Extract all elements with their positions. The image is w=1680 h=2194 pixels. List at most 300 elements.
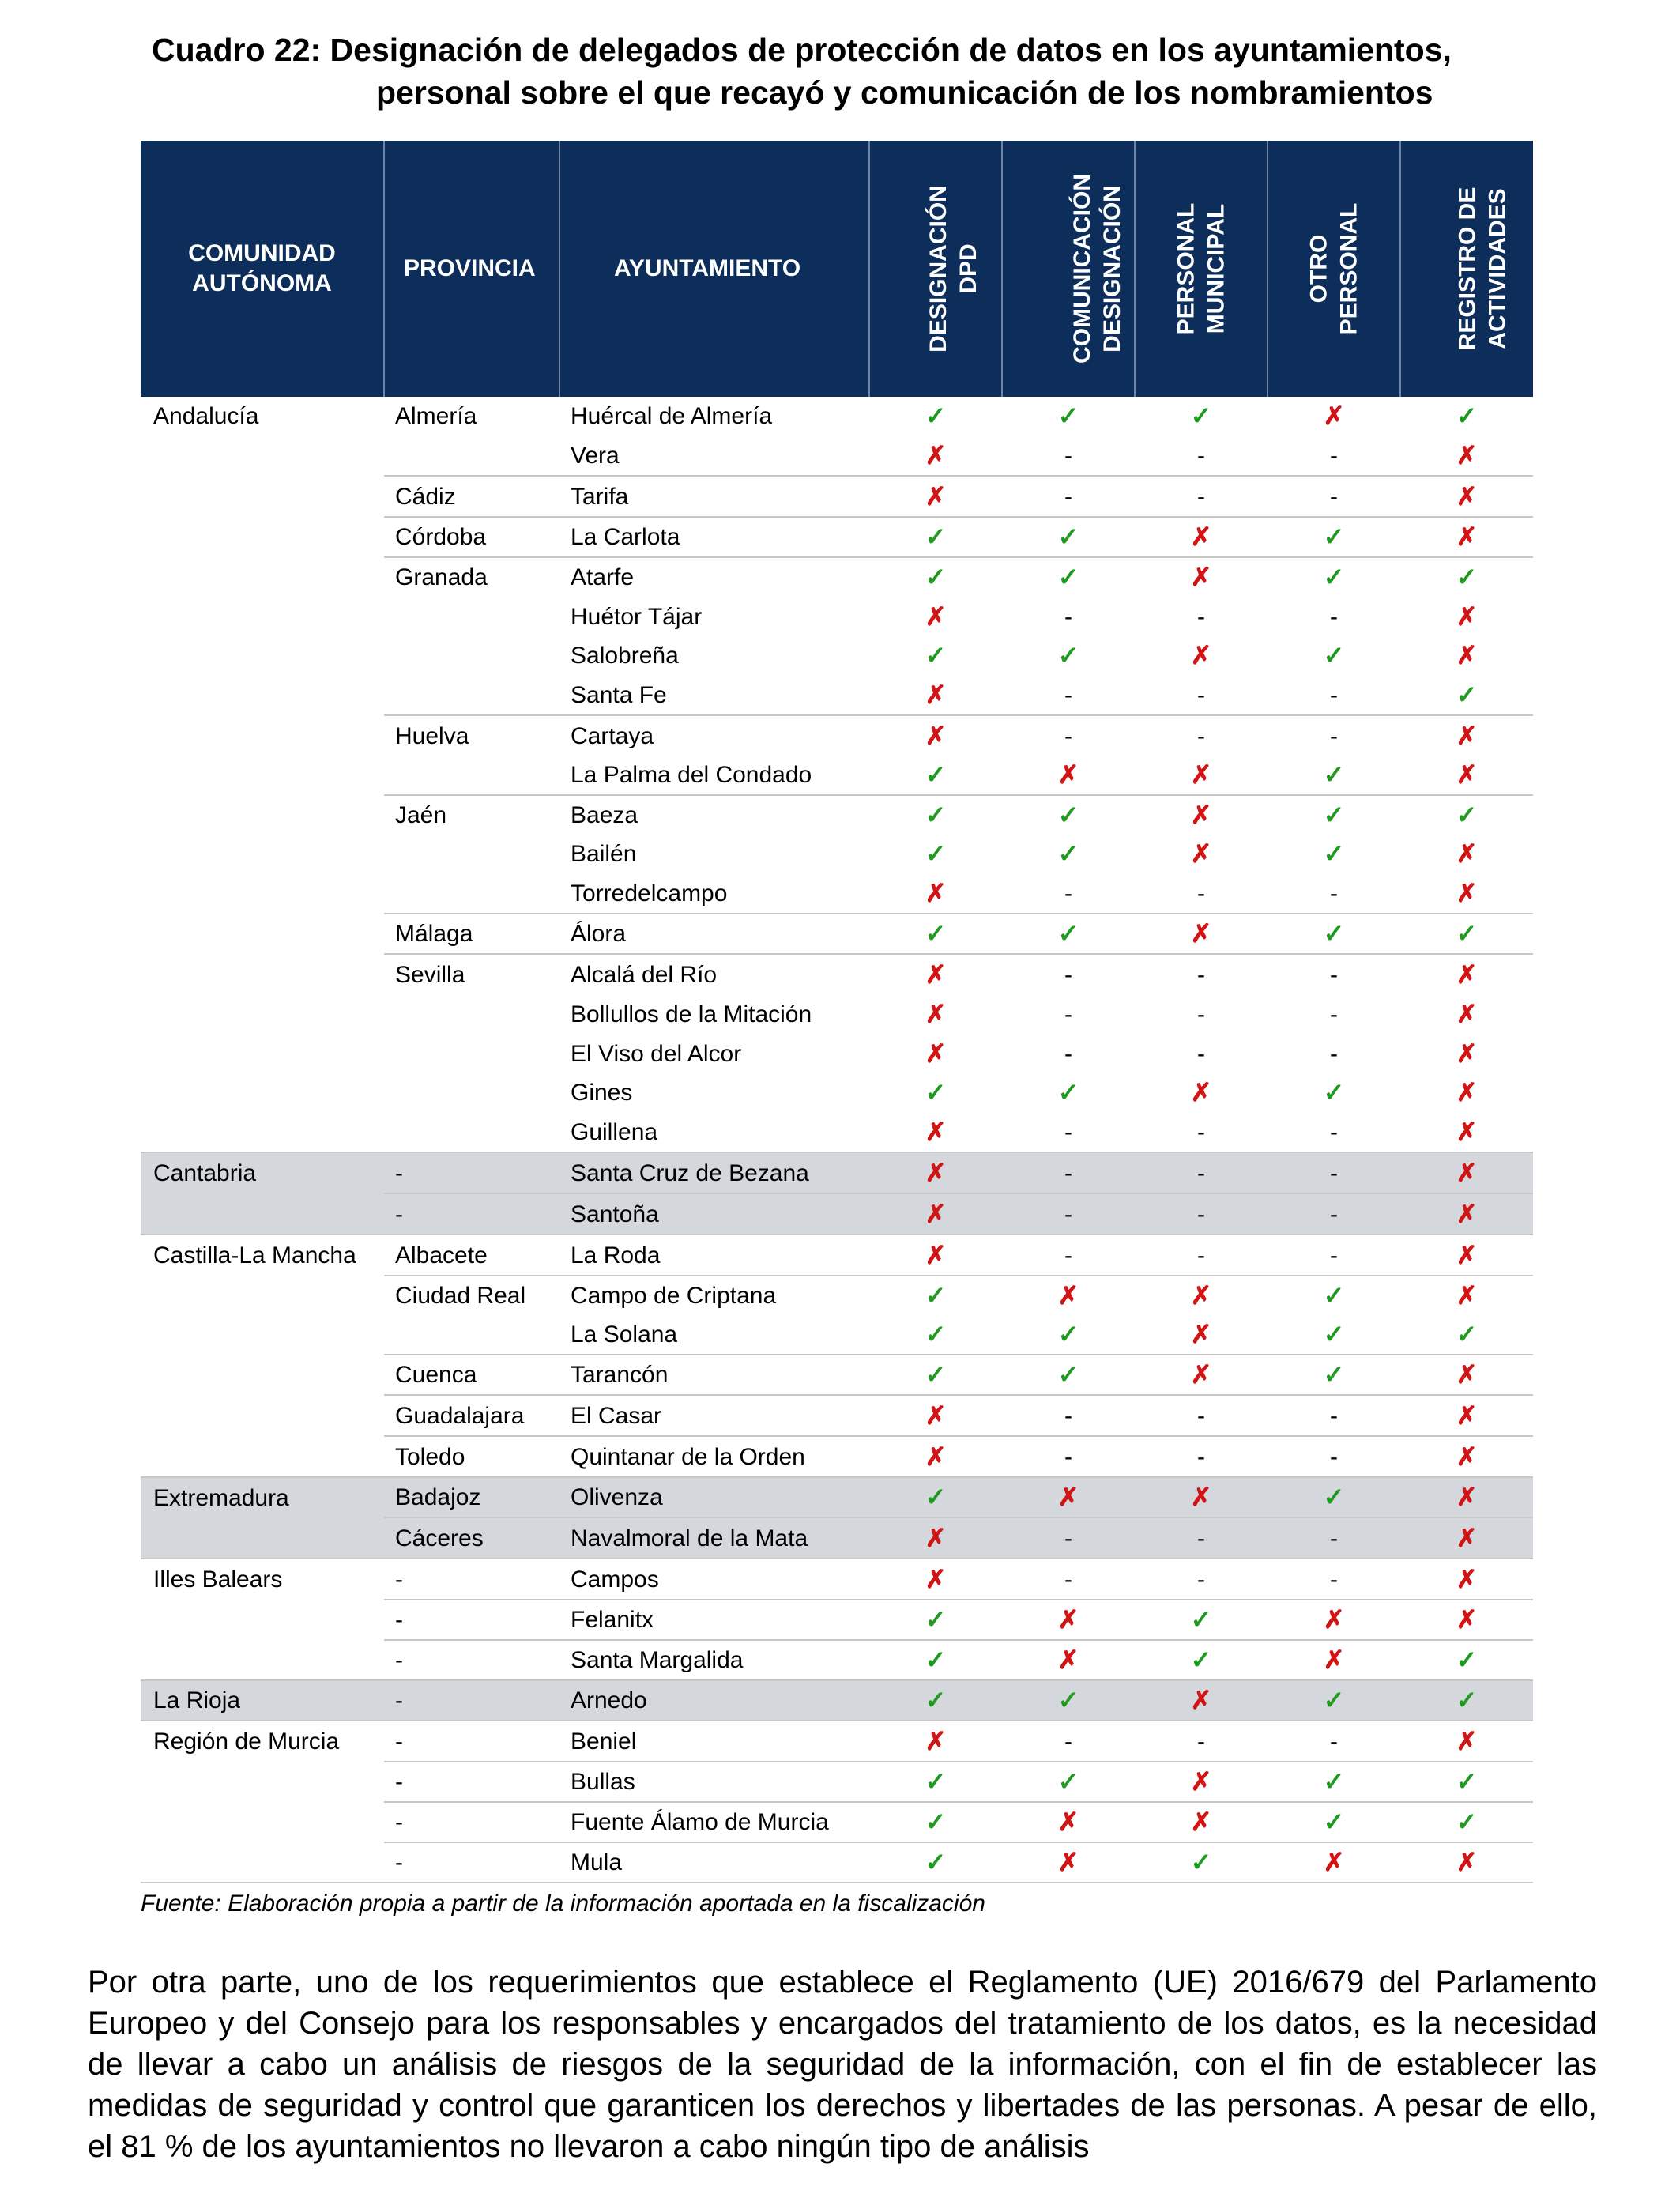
cell-ayuntamiento: Felanitx <box>559 1600 869 1640</box>
dash-mark: - <box>1197 1444 1205 1470</box>
table-row <box>141 1193 1533 1235</box>
table-row <box>141 1355 1533 1395</box>
check-icon: ✓ <box>1456 1646 1478 1674</box>
dash-mark: - <box>1064 1444 1072 1470</box>
cell-provincia: - <box>384 1600 559 1640</box>
check-icon: ✓ <box>925 1848 947 1876</box>
cell-designacion <box>869 636 1002 675</box>
cell-personal-municipal <box>1135 1559 1268 1600</box>
cross-icon: ✗ <box>925 1564 947 1593</box>
cross-icon: ✗ <box>1323 1848 1345 1876</box>
cell-designacion <box>869 1034 1002 1073</box>
cell-comunicacion <box>1002 636 1135 675</box>
cell-comunicacion <box>1002 675 1135 715</box>
cell-comunicacion <box>1002 1112 1135 1152</box>
table-row <box>141 517 1533 557</box>
check-icon: ✓ <box>1190 401 1212 430</box>
table-source-note: Fuente: Elaboración propia a partir de la información aportada en la fiscalización <box>141 1891 985 1917</box>
cell-registro <box>1400 1680 1533 1721</box>
cell-otro-personal <box>1268 1152 1400 1193</box>
dash-mark: - <box>1330 1001 1338 1027</box>
table-row <box>141 1559 1533 1600</box>
check-icon: ✓ <box>1323 1320 1345 1348</box>
cross-icon: ✗ <box>1456 1158 1478 1187</box>
cell-comunidad <box>141 835 384 873</box>
check-icon: ✓ <box>1323 801 1345 829</box>
cell-ayuntamiento: Navalmoral de la Mata <box>559 1517 869 1559</box>
cell-comunidad <box>141 1193 384 1235</box>
dash-mark: - <box>1064 1403 1072 1429</box>
dash-mark: - <box>1064 443 1072 469</box>
cell-provincia: Badajoz <box>384 1477 559 1517</box>
cell-ayuntamiento: Salobreña <box>571 643 679 669</box>
check-icon: ✓ <box>925 839 947 868</box>
cell-provincia: Guadalajara <box>384 1395 559 1436</box>
cell-designacion <box>869 1193 1002 1235</box>
check-icon: ✓ <box>1190 1848 1212 1876</box>
cell-personal-municipal <box>1135 397 1268 435</box>
table-row <box>141 1315 1533 1355</box>
cell-comunicacion <box>1002 914 1135 954</box>
table-row <box>141 636 1533 675</box>
cell-comunicacion <box>1002 756 1135 795</box>
table-row <box>141 994 1533 1034</box>
cell-comunicacion <box>1002 1276 1135 1315</box>
cell-provincia: - <box>384 1193 559 1235</box>
dash-mark: - <box>1197 1201 1205 1227</box>
cell-ayuntamiento: Santa Cruz de Bezana <box>559 1152 869 1193</box>
table-row <box>141 1034 1533 1073</box>
cell-comunidad <box>141 1600 384 1640</box>
cross-icon: ✗ <box>925 440 947 469</box>
cell-provincia <box>384 435 559 476</box>
cell-comunidad <box>141 636 384 675</box>
check-icon: ✓ <box>1057 522 1079 551</box>
cell-ayuntamiento: Tarifa <box>559 476 869 517</box>
cross-icon: ✗ <box>925 959 947 989</box>
dash-mark: - <box>1330 1242 1338 1269</box>
cell-provincia <box>384 675 559 715</box>
check-icon: ✓ <box>1057 1360 1079 1389</box>
cross-icon: ✗ <box>1456 440 1478 469</box>
cross-icon: ✗ <box>1190 839 1212 868</box>
cross-icon: ✗ <box>1456 522 1478 551</box>
cross-icon: ✗ <box>1190 919 1212 948</box>
dash-mark: - <box>1197 682 1205 708</box>
cell-registro <box>1400 1193 1533 1235</box>
table-row <box>141 954 1533 994</box>
table-row <box>141 1235 1533 1276</box>
cell-otro-personal <box>1268 636 1400 675</box>
cell-designacion <box>869 397 1002 435</box>
cell-personal-municipal <box>1135 517 1268 557</box>
cross-icon: ✗ <box>1190 1767 1212 1796</box>
cross-icon: ✗ <box>1456 1400 1478 1430</box>
table-row <box>141 1073 1533 1112</box>
cell-ayuntamiento: Guillena <box>571 1118 658 1145</box>
check-icon: ✓ <box>1456 1767 1478 1796</box>
cell-designacion <box>869 476 1002 517</box>
dash-mark: - <box>1330 484 1338 510</box>
dash-mark: - <box>1330 880 1338 907</box>
cell-ayuntamiento: Campos <box>559 1559 869 1600</box>
cell-personal-municipal <box>1135 1034 1268 1073</box>
header-ayuntamiento: AYUNTAMIENTO <box>559 141 869 397</box>
cell-comunicacion <box>1002 835 1135 873</box>
check-icon: ✓ <box>925 1686 947 1714</box>
cell-personal-municipal <box>1135 675 1268 715</box>
cell-otro-personal <box>1268 795 1400 835</box>
cell-designacion <box>869 1355 1002 1395</box>
table-row <box>141 1802 1533 1842</box>
cross-icon: ✗ <box>925 878 947 907</box>
body-paragraph: Por otra parte, uno de los requerimientos que establece el Reglamento (UE) 2016/679 del Parlamento Europeo y del Consejo para los responsables y encargados del tratamiento de los datos, es la necesidad de llevar a cabo un análisis de riesgos de la seguridad de la información, con el fin de establecer las medidas de seguridad y control que garanticen los derechos y libertades de las personas. A pesar de ello, el 81 % de los ayuntamientos no llevaron a cabo ningún tipo de análisis <box>88 1965 1597 2164</box>
cell-provincia <box>384 1073 559 1112</box>
cell-personal-municipal <box>1135 1152 1268 1193</box>
cell-registro <box>1400 756 1533 795</box>
cross-icon: ✗ <box>1057 760 1079 789</box>
cell-comunicacion <box>1002 1559 1135 1600</box>
check-icon: ✓ <box>925 919 947 948</box>
cell-comunicacion <box>1002 1073 1135 1112</box>
check-icon: ✓ <box>1323 919 1345 948</box>
cell-designacion <box>869 435 1002 476</box>
check-icon: ✓ <box>1323 1686 1345 1714</box>
cell-provincia <box>384 873 559 914</box>
cell-comunicacion <box>1002 1680 1135 1721</box>
cell-registro <box>1400 1073 1533 1112</box>
cell-ayuntamiento: Mula <box>559 1842 869 1883</box>
cell-designacion <box>869 1395 1002 1436</box>
cell-comunidad <box>141 914 384 954</box>
cell-otro-personal <box>1268 1680 1400 1721</box>
cell-registro <box>1400 1315 1533 1355</box>
cell-personal-municipal <box>1135 1477 1268 1517</box>
cell-registro <box>1400 517 1533 557</box>
cell-otro-personal <box>1268 1073 1400 1112</box>
cell-otro-personal <box>1268 715 1400 756</box>
dash-mark: - <box>1064 880 1072 907</box>
cell-provincia: - <box>384 1680 559 1721</box>
cell-personal-municipal <box>1135 1600 1268 1640</box>
check-icon: ✓ <box>925 563 947 591</box>
cell-designacion <box>869 1559 1002 1600</box>
check-icon: ✓ <box>1456 401 1478 430</box>
table-row <box>141 1152 1533 1193</box>
cell-provincia: - <box>384 1762 559 1802</box>
check-icon: ✓ <box>1323 760 1345 789</box>
cell-provincia: Cuenca <box>384 1355 559 1395</box>
cell-ayuntamiento: Santa Margalida <box>559 1640 869 1680</box>
table-row <box>141 1436 1533 1477</box>
cell-provincia <box>384 597 559 636</box>
cell-registro <box>1400 994 1533 1034</box>
cell-registro <box>1400 715 1533 756</box>
cell-otro-personal <box>1268 835 1400 873</box>
cell-designacion <box>869 1721 1002 1762</box>
cell-provincia: - <box>384 1640 559 1680</box>
cell-comunicacion <box>1002 476 1135 517</box>
cross-icon: ✗ <box>1190 563 1212 591</box>
cell-designacion <box>869 1276 1002 1315</box>
cell-comunidad <box>141 1762 384 1802</box>
dash-mark: - <box>1197 1525 1205 1551</box>
cross-icon: ✗ <box>1456 1240 1478 1269</box>
cell-ayuntamiento: Gines <box>571 1080 633 1106</box>
cross-icon: ✗ <box>1190 801 1212 829</box>
cell-comunicacion <box>1002 1477 1135 1517</box>
cell-ayuntamiento: Cartaya <box>559 715 869 756</box>
cell-personal-municipal <box>1135 636 1268 675</box>
cell-personal-municipal <box>1135 954 1268 994</box>
cell-ayuntamiento: Bullas <box>559 1762 869 1802</box>
check-icon: ✓ <box>1456 919 1478 948</box>
cell-designacion <box>869 597 1002 636</box>
cross-icon: ✗ <box>925 1523 947 1552</box>
cell-provincia: - <box>384 1842 559 1883</box>
check-icon: ✓ <box>1323 1767 1345 1796</box>
cell-ayuntamiento: Quintanar de la Orden <box>559 1436 869 1477</box>
cell-provincia: Granada <box>384 557 559 597</box>
cell-registro <box>1400 1802 1533 1842</box>
cell-provincia: - <box>384 1559 559 1600</box>
dash-mark: - <box>1330 723 1338 749</box>
dash-mark: - <box>1197 1160 1205 1186</box>
cross-icon: ✗ <box>925 721 947 750</box>
check-icon: ✓ <box>1057 801 1079 829</box>
cross-icon: ✗ <box>1190 522 1212 551</box>
cell-provincia: - <box>384 1721 559 1762</box>
table-row <box>141 795 1533 835</box>
cell-provincia: Cádiz <box>384 476 559 517</box>
cell-personal-municipal <box>1135 1802 1268 1842</box>
cross-icon: ✗ <box>1190 1281 1212 1310</box>
cell-otro-personal <box>1268 597 1400 636</box>
check-icon: ✓ <box>1456 563 1478 591</box>
cell-personal-municipal <box>1135 835 1268 873</box>
cell-otro-personal <box>1268 1395 1400 1436</box>
cross-icon: ✗ <box>925 601 947 631</box>
cell-comunidad: Castilla-La Mancha <box>141 1235 384 1276</box>
table-row <box>141 1112 1533 1152</box>
cross-icon: ✗ <box>1456 1605 1478 1634</box>
cell-personal-municipal <box>1135 557 1268 597</box>
cross-icon: ✗ <box>925 1240 947 1269</box>
cell-personal-municipal <box>1135 1112 1268 1152</box>
check-icon: ✓ <box>925 641 947 669</box>
table-row <box>141 756 1533 795</box>
cross-icon: ✗ <box>1057 1808 1079 1836</box>
cross-icon: ✗ <box>925 680 947 709</box>
table-row <box>141 1477 1533 1517</box>
cross-icon: ✗ <box>1057 1848 1079 1876</box>
dash-mark: - <box>1330 443 1338 469</box>
cell-comunidad <box>141 476 384 517</box>
check-icon: ✓ <box>1456 1808 1478 1836</box>
cell-comunidad <box>141 1802 384 1842</box>
table-row <box>141 397 1533 435</box>
cross-icon: ✗ <box>1456 641 1478 669</box>
cell-comunicacion <box>1002 1436 1135 1477</box>
cell-personal-municipal <box>1135 914 1268 954</box>
header-otro-personal: OTRO PERSONAL <box>1268 141 1400 397</box>
cross-icon: ✗ <box>925 999 947 1028</box>
cell-comunidad <box>141 1073 384 1112</box>
dash-mark: - <box>1330 962 1338 988</box>
cell-designacion <box>869 1073 1002 1112</box>
cell-registro <box>1400 1559 1533 1600</box>
cell-ayuntamiento: Baeza <box>559 795 869 835</box>
cell-designacion <box>869 873 1002 914</box>
dash-mark: - <box>1197 443 1205 469</box>
cell-comunicacion <box>1002 1034 1135 1073</box>
dash-mark: - <box>1064 682 1072 708</box>
cell-ayuntamiento: Santoña <box>559 1193 869 1235</box>
cell-otro-personal <box>1268 1276 1400 1315</box>
dash-mark: - <box>1197 1403 1205 1429</box>
check-icon: ✓ <box>1057 1767 1079 1796</box>
cross-icon: ✗ <box>1456 601 1478 631</box>
cell-otro-personal <box>1268 1640 1400 1680</box>
cell-provincia: Málaga <box>384 914 559 954</box>
cross-icon: ✗ <box>1456 839 1478 868</box>
cell-comunidad <box>141 517 384 557</box>
cross-icon: ✗ <box>1456 999 1478 1028</box>
check-icon: ✓ <box>1190 1605 1212 1634</box>
cell-registro <box>1400 435 1533 476</box>
cell-comunicacion <box>1002 795 1135 835</box>
check-icon: ✓ <box>1323 1483 1345 1511</box>
cell-comunidad <box>141 756 384 795</box>
check-icon: ✓ <box>1190 1646 1212 1674</box>
cell-personal-municipal <box>1135 756 1268 795</box>
cell-registro <box>1400 835 1533 873</box>
check-icon: ✓ <box>925 1360 947 1389</box>
cell-registro <box>1400 1152 1533 1193</box>
cell-registro <box>1400 1436 1533 1477</box>
cross-icon: ✗ <box>1456 1281 1478 1310</box>
cell-provincia: Albacete <box>384 1235 559 1276</box>
cross-icon: ✗ <box>1456 1726 1478 1755</box>
cell-personal-municipal <box>1135 1721 1268 1762</box>
cell-ayuntamiento: Beniel <box>559 1721 869 1762</box>
cell-otro-personal <box>1268 1436 1400 1477</box>
cell-personal-municipal <box>1135 1762 1268 1802</box>
dash-mark: - <box>1197 484 1205 510</box>
check-icon: ✓ <box>1057 563 1079 591</box>
cell-personal-municipal <box>1135 476 1268 517</box>
cell-comunidad <box>141 435 384 476</box>
check-icon: ✓ <box>1456 1320 1478 1348</box>
cross-icon: ✗ <box>1456 1117 1478 1146</box>
cell-designacion <box>869 1842 1002 1883</box>
table-header-row <box>141 141 1533 397</box>
table-row <box>141 715 1533 756</box>
cell-personal-municipal <box>1135 1640 1268 1680</box>
dash-mark: - <box>1197 1041 1205 1067</box>
cell-designacion <box>869 1640 1002 1680</box>
check-icon: ✓ <box>1057 919 1079 948</box>
table-row <box>141 1762 1533 1802</box>
cell-comunicacion <box>1002 517 1135 557</box>
cross-icon: ✗ <box>1456 1523 1478 1552</box>
cross-icon: ✗ <box>1456 1078 1478 1106</box>
check-icon: ✓ <box>1057 1320 1079 1348</box>
cell-comunidad <box>141 557 384 597</box>
cell-designacion <box>869 1477 1002 1517</box>
cross-icon: ✗ <box>1456 1199 1478 1228</box>
cross-icon: ✗ <box>925 1400 947 1430</box>
cross-icon: ✗ <box>1323 401 1345 430</box>
cell-designacion <box>869 756 1002 795</box>
check-icon: ✓ <box>1323 522 1345 551</box>
cell-ayuntamiento: Huétor Tájar <box>571 603 703 630</box>
check-icon: ✓ <box>925 1078 947 1106</box>
dash-mark: - <box>1064 604 1072 630</box>
cell-registro <box>1400 1600 1533 1640</box>
cell-ayuntamiento: La Solana <box>571 1321 678 1348</box>
cross-icon: ✗ <box>925 1726 947 1755</box>
cell-comunidad <box>141 1276 384 1315</box>
cell-comunidad <box>141 994 384 1034</box>
cell-registro <box>1400 636 1533 675</box>
table-row <box>141 914 1533 954</box>
cell-ayuntamiento: El Casar <box>559 1395 869 1436</box>
dash-mark: - <box>1330 604 1338 630</box>
cell-otro-personal <box>1268 914 1400 954</box>
cell-personal-municipal <box>1135 873 1268 914</box>
cell-provincia: Toledo <box>384 1436 559 1477</box>
cell-comunidad: Andalucía <box>153 403 259 429</box>
cell-designacion <box>869 1600 1002 1640</box>
dash-mark: - <box>1064 1160 1072 1186</box>
table-row <box>141 835 1533 873</box>
cell-registro <box>1400 954 1533 994</box>
check-icon: ✓ <box>1323 1281 1345 1310</box>
cross-icon: ✗ <box>1190 641 1212 669</box>
cell-ayuntamiento: La Carlota <box>559 517 869 557</box>
table-title-line1: Cuadro 22: Designación de delegados de protección de datos en los ayuntamientos, <box>152 32 1452 68</box>
dash-mark: - <box>1197 1001 1205 1027</box>
cell-designacion <box>869 675 1002 715</box>
cell-provincia: Jaén <box>384 795 559 835</box>
cell-otro-personal <box>1268 1477 1400 1517</box>
check-icon: ✓ <box>1057 1686 1079 1714</box>
cell-ayuntamiento: Santa Fe <box>571 681 667 708</box>
cell-registro <box>1400 1235 1533 1276</box>
cell-registro <box>1400 1395 1533 1436</box>
table-row <box>141 1842 1533 1883</box>
cell-ayuntamiento: Tarancón <box>559 1355 869 1395</box>
cell-otro-personal <box>1268 1112 1400 1152</box>
cell-otro-personal <box>1268 873 1400 914</box>
header-personal-municipal: PERSONAL MUNICIPAL <box>1135 141 1268 397</box>
cell-provincia <box>384 994 559 1034</box>
cross-icon: ✗ <box>1190 1320 1212 1348</box>
cell-comunidad <box>141 1034 384 1073</box>
cell-designacion <box>869 1152 1002 1193</box>
table-row <box>141 675 1533 715</box>
cell-designacion <box>869 715 1002 756</box>
dash-mark: - <box>1197 1566 1205 1593</box>
cross-icon: ✗ <box>1190 1808 1212 1836</box>
cell-provincia: Cáceres <box>384 1517 559 1559</box>
cell-comunicacion <box>1002 715 1135 756</box>
cross-icon: ✗ <box>1190 1078 1212 1106</box>
cell-personal-municipal <box>1135 1073 1268 1112</box>
cell-designacion <box>869 1517 1002 1559</box>
dash-mark: - <box>1330 1119 1338 1145</box>
